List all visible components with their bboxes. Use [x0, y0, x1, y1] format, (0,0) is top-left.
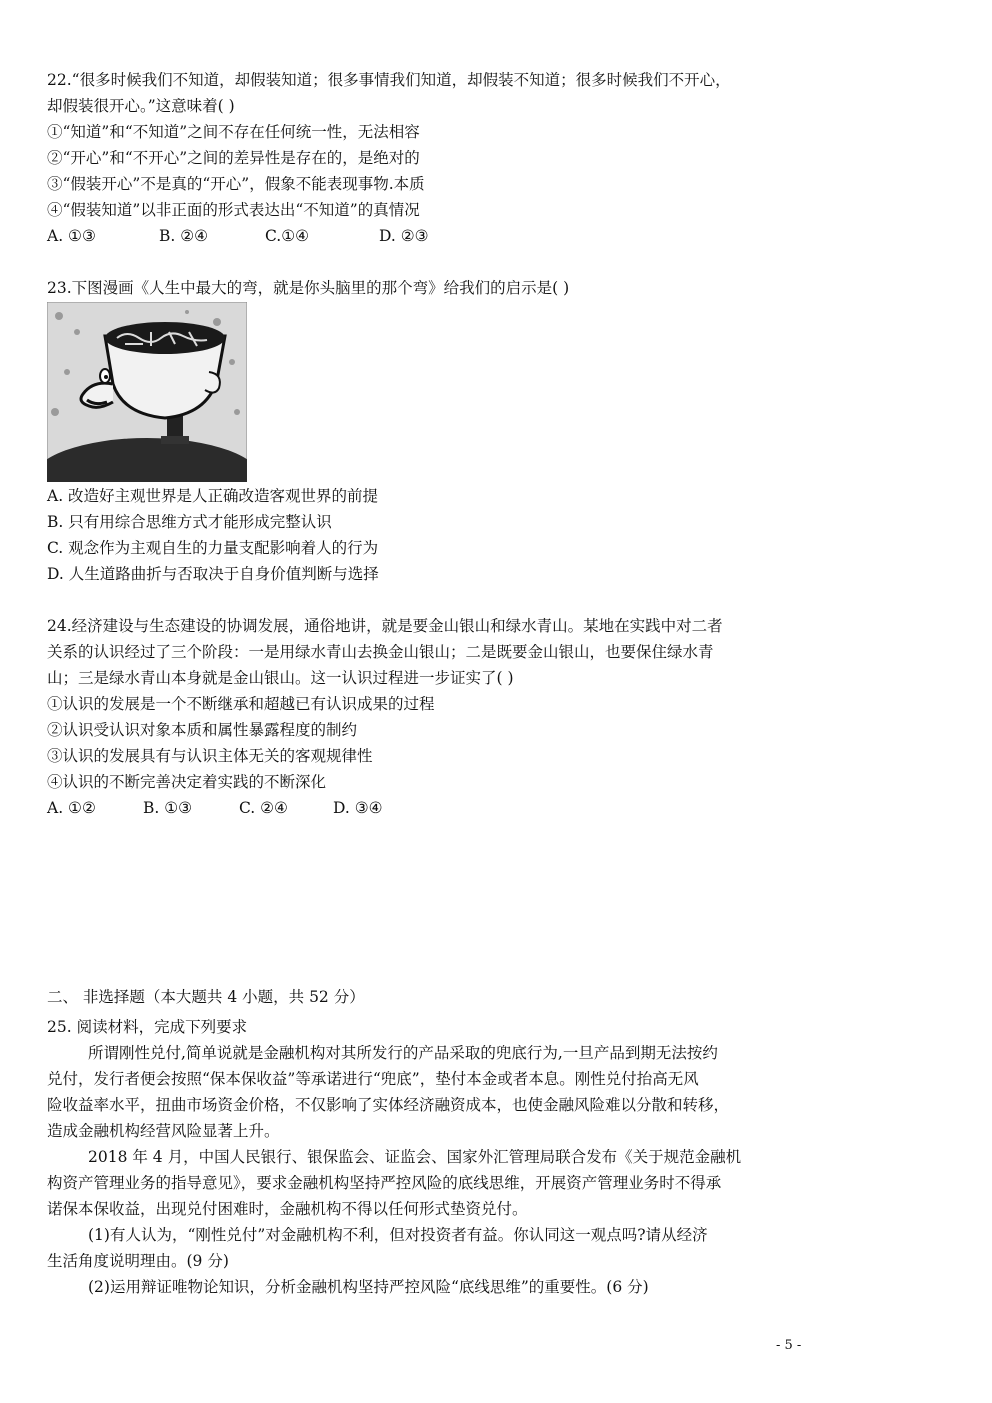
q24-option-d[interactable]: D. ③④	[333, 799, 383, 817]
q24-stem-line3: 山；三是绿水青山本身就是金山银山。这一认识过程进一步证实了( )	[47, 669, 514, 687]
q25-material-p1-line3: 险收益率水平，扭曲市场资金价格，不仅影响了实体经济融资成本，也使金融风险难以分散和转移，	[47, 1096, 730, 1114]
q23-stem: 23.下图漫画《人生中最大的弯，就是你头脑里的那个弯》给我们的启示是( )	[47, 279, 570, 297]
q25-material-p1-line4: 造成金融机构经营风险显著上升。	[47, 1122, 280, 1140]
q23-option-d[interactable]: D. 人生道路曲折与否取决于自身价值判断与选择	[47, 565, 379, 583]
q24-option-b[interactable]: B. ①③	[143, 799, 193, 817]
section-heading: 二、 非选择题（本大题共 4 小题，共 52 分）	[47, 988, 365, 1006]
q22-stem-line2: 却假装很开心。”这意味着( )	[47, 97, 235, 115]
page-number: - 5 -	[776, 1338, 802, 1353]
q24-option-a[interactable]: A. ①②	[47, 799, 96, 817]
q24-stem-line1: 24.经济建设与生态建设的协调发展，通俗地讲，就是要金山银山和绿水青山。某地在实践中对二者	[47, 617, 723, 635]
q22-statement-1: ①“知道”和“不知道”之间不存在任何统一性，无法相容	[47, 123, 420, 141]
q25-material-p2-line2: 构资产管理业务的指导意见》，要求金融机构坚持严控风险的底线思维，开展资产管理业务时不得承	[47, 1174, 722, 1192]
q23-option-b[interactable]: B. 只有用综合思维方式才能形成完整认识	[47, 513, 332, 531]
q22-option-c[interactable]: C.①④	[265, 227, 310, 245]
q25-material-p2-line3: 诺保本保收益，出现兑付困难时，金融机构不得以任何形式垫资兑付。	[47, 1200, 528, 1218]
q24-option-c[interactable]: C. ②④	[239, 799, 288, 817]
q25-material-p2-line1: 2018 年 4 月，中国人民银行、银保监会、证监会、国家外汇管理局联合发布《关于规范金融机	[88, 1148, 742, 1166]
q24-statement-3: ③认识的发展具有与认识主体无关的客观规律性	[47, 747, 373, 765]
q24-statement-2: ②认识受认识对象本质和属性暴露程度的制约	[47, 721, 358, 739]
cartoon-image	[47, 302, 247, 482]
q22-option-d[interactable]: D. ②③	[379, 227, 429, 245]
q25-requirement-1-line1: (1)有人认为，“刚性兑付”对金融机构不利，但对投资者有益。你认同这一观点吗?请从经济	[88, 1226, 708, 1244]
q25-requirement-2: (2)运用辩证唯物论知识，分析金融机构坚持严控风险“底线思维”的重要性。(6 分)	[88, 1278, 649, 1296]
q22-option-a[interactable]: A. ①③	[47, 227, 96, 245]
q22-statement-2: ②“开心”和“不开心”之间的差异性是存在的，是绝对的	[47, 149, 420, 167]
q25-material-p1-line2: 兑付，发行者便会按照“保本保收益”等承诺进行“兜底”，垫付本金或者本息。刚性兑付抬高无风	[47, 1070, 699, 1088]
q22-statement-3: ③“假装开心”不是真的“开心”，假象不能表现事物.本质	[47, 175, 425, 193]
q23-option-c[interactable]: C. 观念作为主观自生的力量支配影响着人的行为	[47, 539, 379, 557]
q24-options	[47, 798, 383, 818]
q25-title: 25. 阅读材料，完成下列要求	[47, 1018, 248, 1036]
q24-statement-1: ①认识的发展是一个不断继承和超越已有认识成果的过程	[47, 695, 435, 713]
q22-options	[47, 226, 429, 246]
q24-stem-line2: 关系的认识经过了三个阶段：一是用绿水青山去换金山银山；二是既要金山银山，也要保住绿水青	[47, 643, 714, 661]
q22-option-b[interactable]: B. ②④	[159, 227, 209, 245]
q24-statement-4: ④认识的不断完善决定着实践的不断深化	[47, 773, 327, 791]
q22-statement-4: ④“假装知道”以非正面的形式表达出“不知道”的真情况	[47, 201, 420, 219]
q22-stem-line1: 22.“很多时候我们不知道，却假装知道；很多事情我们知道，却假装不知道；很多时候我们不开心，	[47, 71, 731, 89]
q23-option-a[interactable]: A. 改造好主观世界是人正确改造客观世界的前提	[47, 487, 379, 505]
q25-material-p1-line1: 所谓刚性兑付,简单说就是金融机构对其所发行的产品采取的兜底行为,一旦产品到期无法按约	[88, 1044, 718, 1062]
q25-requirement-1-line2: 生活角度说明理由。(9 分)	[47, 1252, 229, 1270]
